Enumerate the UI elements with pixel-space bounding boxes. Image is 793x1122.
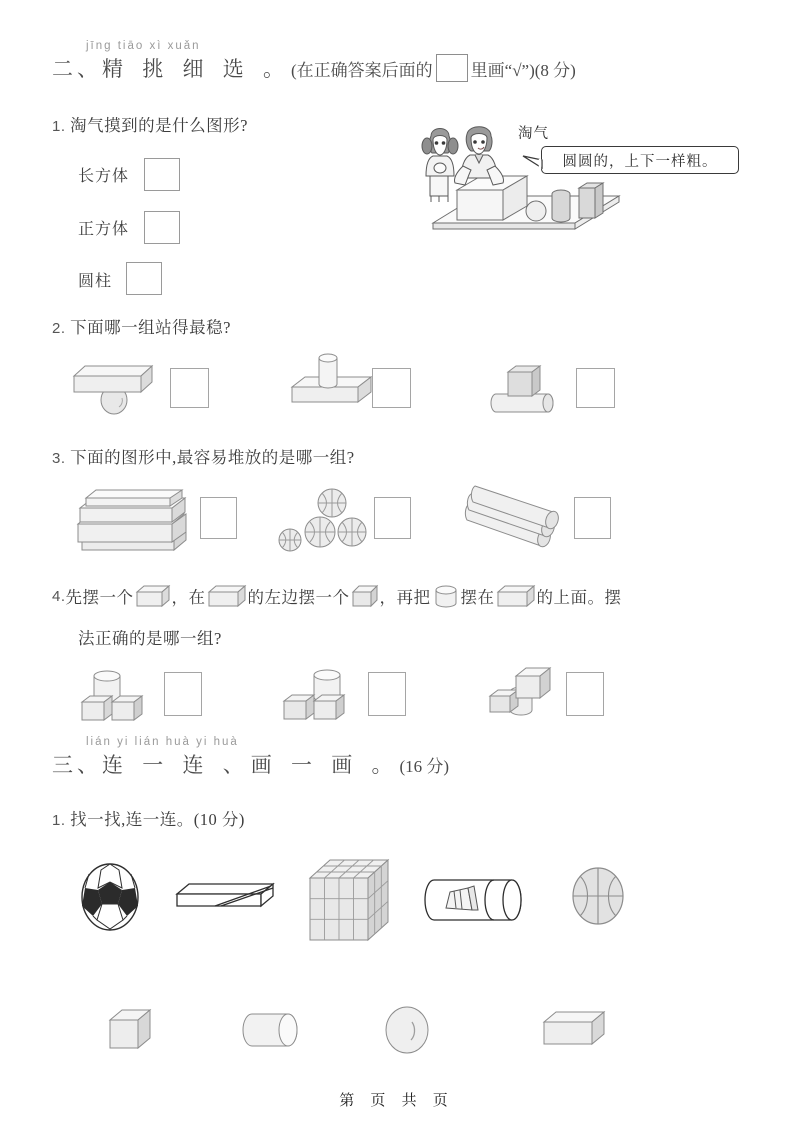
- q2-choice-0-figure: [74, 362, 164, 417]
- section-2-score: (8 分): [534, 60, 576, 80]
- q4-choice-0-figure: [78, 668, 162, 724]
- q1-option-1-checkbox[interactable]: [144, 211, 180, 244]
- section-2-pinyin: jīng tiāo xì xuǎn: [86, 40, 201, 52]
- q1-option-1-label: 正方体: [78, 221, 130, 238]
- q1-option-2-label: 圆柱: [78, 273, 113, 290]
- s3-question-1-text: [52, 806, 245, 830]
- q3-choice-0-checkbox[interactable]: [200, 497, 237, 539]
- q4-inline-cube-1: [136, 584, 170, 608]
- q3-choice-2-checkbox[interactable]: [574, 497, 611, 539]
- q1-option-0-label: 长方体: [78, 168, 130, 185]
- section-2-instruction-before: (在正确答案后面的: [291, 60, 433, 80]
- question-2-text: [52, 314, 231, 338]
- q2-choice-1-figure: [288, 354, 383, 416]
- q4-inline-cube-4: [497, 584, 535, 608]
- section-3-title: 连 一 连 、画 一 画 。: [102, 753, 400, 777]
- q1-option-2-checkbox[interactable]: [126, 262, 162, 295]
- s3q1-object-flat-box: [175, 880, 275, 920]
- q4-text-c: 的左边摆一个: [247, 588, 350, 607]
- q2-choice-2-checkbox[interactable]: [576, 368, 615, 408]
- s3q1-solid-cube: [108, 1008, 152, 1050]
- q1-character-name: 淘气: [518, 126, 549, 142]
- section-3-score: (16 分): [399, 756, 450, 776]
- section-2-number: 二、: [52, 57, 102, 81]
- q4-choice-1-figure: [280, 665, 366, 723]
- section-3-number: 三、: [52, 753, 102, 777]
- question-1-number: 1.: [52, 118, 66, 135]
- question-1-body: 淘气摸到的是什么图形?: [70, 116, 248, 135]
- q3-choice-1-figure: [276, 488, 386, 556]
- question-3-body: 下面的图形中,最容易堆放的是哪一组?: [70, 448, 355, 467]
- q2-choice-2-figure: [490, 366, 570, 416]
- question-3-text: [52, 444, 355, 468]
- s3q1-object-soccer-ball: [77, 862, 143, 932]
- section-2-title-line: [52, 53, 576, 83]
- s3q1-object-cylinder-can: [424, 876, 528, 924]
- q1-speech-bubble: 圆圆的，上下一样粗。: [541, 146, 739, 174]
- section-heading-2: [52, 40, 576, 83]
- speech-bubble-tail: [523, 152, 545, 172]
- question-4-number: 4.: [52, 587, 66, 605]
- q4-inline-cylinder: [433, 584, 459, 608]
- question-2-number: 2.: [52, 320, 66, 337]
- q4-choice-0-checkbox[interactable]: [164, 672, 202, 716]
- section-3-pinyin: lián yi lián huà yi huà: [86, 736, 239, 748]
- s3q1-solid-sphere: [382, 1006, 432, 1054]
- s3-question-1-body: 找一找,连一连。(10 分): [70, 810, 245, 829]
- q4-text-b: ，在: [171, 588, 206, 607]
- section-heading-3: [52, 736, 449, 779]
- q4-choice-2-figure: [488, 662, 574, 722]
- q4-choice-2-checkbox[interactable]: [566, 672, 604, 716]
- q1-option-0-checkbox[interactable]: [144, 158, 180, 191]
- q4-text-e: 摆在: [460, 588, 495, 607]
- s3q1-solid-cylinder: [244, 1012, 300, 1050]
- q3-choice-0-figure: [72, 488, 192, 556]
- q4-choice-1-checkbox[interactable]: [368, 672, 406, 716]
- question-2-body: 下面哪一组站得最稳?: [70, 318, 231, 337]
- q4-text-f: 的上面。摆: [536, 588, 622, 607]
- q4-text-d: ，再把: [379, 588, 431, 607]
- question-4-text-line2: 法正确的是哪一组?: [78, 629, 222, 648]
- section-3-title-line: [52, 749, 449, 779]
- q4-inline-cube-2: [208, 584, 246, 608]
- question-4-text-line1: [52, 584, 622, 608]
- q2-choice-0-checkbox[interactable]: [170, 368, 209, 408]
- s3-question-1-number: 1.: [52, 812, 66, 829]
- q3-choice-2-figure: [465, 490, 575, 554]
- s3q1-object-cube-grid: [308, 856, 390, 942]
- q3-choice-1-checkbox[interactable]: [374, 497, 411, 539]
- q4-text-a: 先摆一个: [65, 588, 134, 607]
- question-1-text: [52, 112, 248, 136]
- section-2-title: 精 挑 细 选 。: [102, 57, 291, 81]
- q4-inline-cube-3: [352, 584, 378, 608]
- question-3-number: 3.: [52, 450, 66, 467]
- s3q1-object-basketball: [570, 866, 626, 926]
- q2-choice-1-checkbox[interactable]: [372, 368, 411, 408]
- page-footer: 第 页 共 页: [339, 1092, 454, 1109]
- s3q1-solid-cuboid: [542, 1010, 606, 1050]
- instruction-answer-box[interactable]: [436, 54, 468, 82]
- section-2-instruction-after: 里画“√”): [470, 60, 535, 80]
